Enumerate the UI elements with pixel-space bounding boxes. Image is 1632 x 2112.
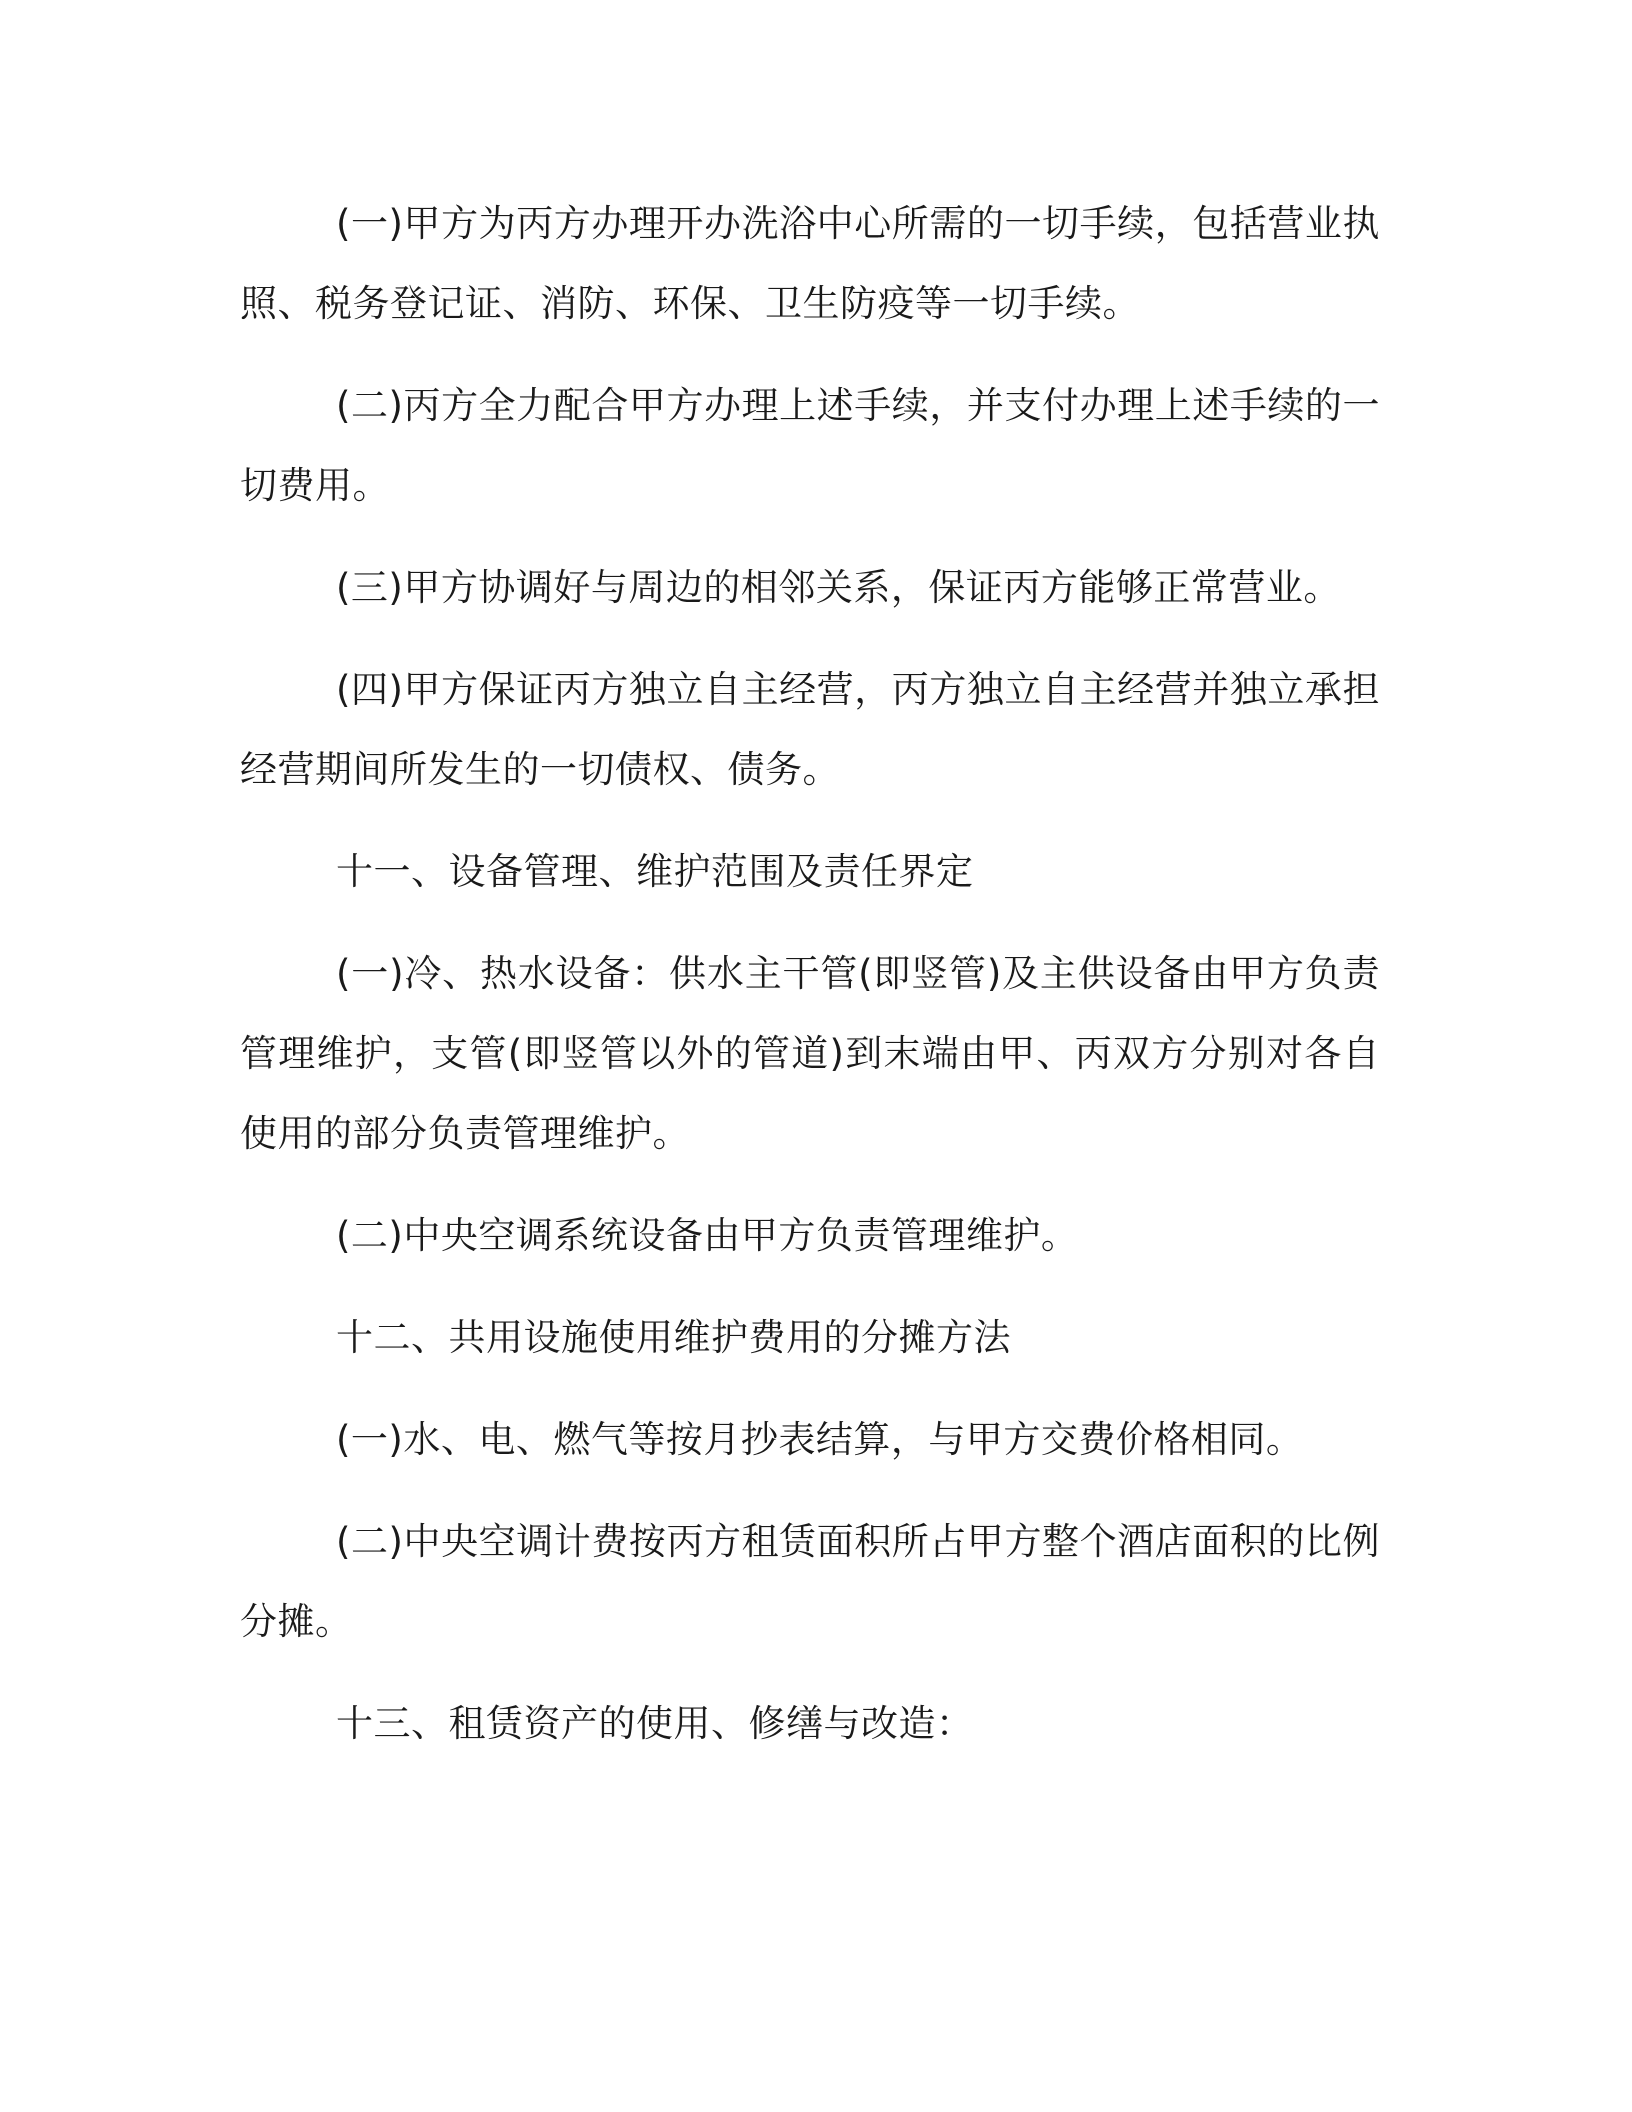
paragraph-7: (一)水、电、燃气等按月抄表结算，与甲方交费价格相同。: [336, 1418, 1304, 1461]
paragraph-4: (四)甲方保证丙方独立自主经营，丙方独立自主经营并独立承担经营期间所发生的一切债权、债务。: [240, 668, 1380, 791]
paragraph-1: (一)甲方为丙方办理开办洗浴中心所需的一切手续，包括营业执照、税务登记证、消防、环保、卫生防疫等一切手续。: [240, 202, 1380, 325]
paragraph-6: (二)中央空调系统设备由甲方负责管理维护。: [336, 1214, 1079, 1257]
document-body: [240, 184, 1380, 1786]
section-heading-13: 十三、租赁资产的使用、修缮与改造：: [336, 1702, 974, 1745]
paragraph-5: (一)冷、热水设备：供水主干管(即竖管)及主供设备由甲方负责管理维护，支管(即竖管以外的管道)到末端由甲、丙双方分别对各自使用的部分负责管理维护。: [240, 952, 1380, 1155]
paragraph-3: (三)甲方协调好与周边的相邻关系，保证丙方能够正常营业。: [336, 566, 1341, 609]
section-heading-11: 十一、设备管理、维护范围及责任界定: [336, 850, 974, 893]
paragraph-8: (二)中央空调计费按丙方租赁面积所占甲方整个酒店面积的比例分摊。: [240, 1520, 1380, 1643]
section-heading-12: 十二、共用设施使用维护费用的分摊方法: [336, 1316, 1011, 1359]
paragraph-2: (二)丙方全力配合甲方办理上述手续，并支付办理上述手续的一切费用。: [240, 384, 1380, 507]
